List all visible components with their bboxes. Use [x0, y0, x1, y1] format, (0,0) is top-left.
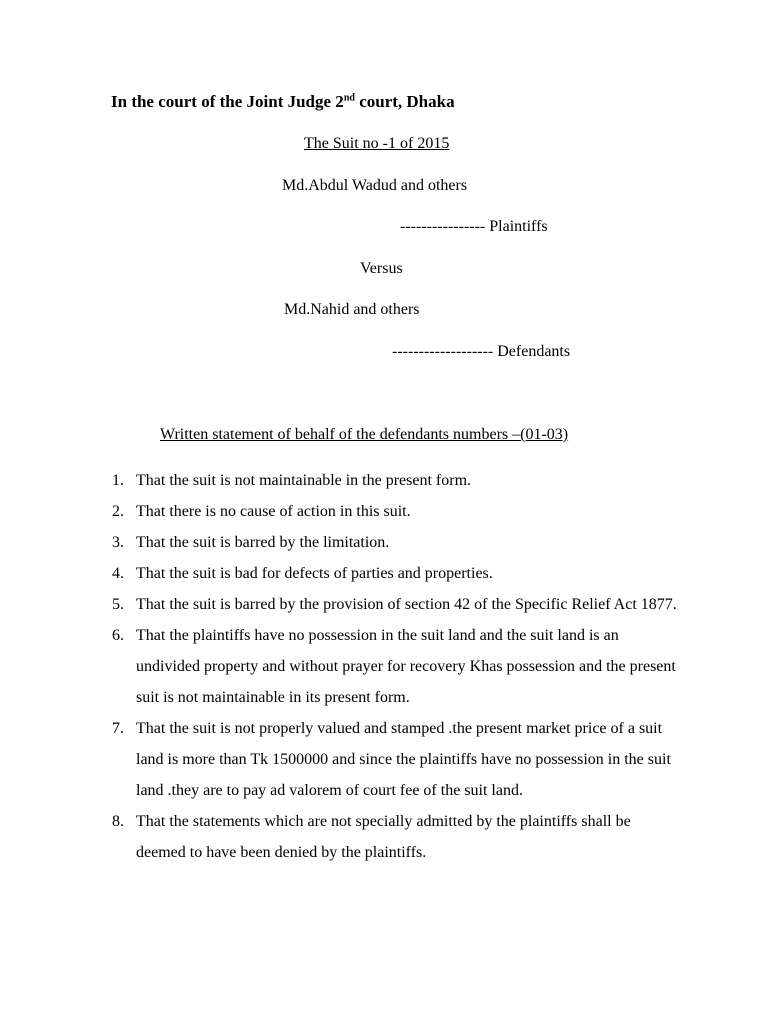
- list-item: [112, 465, 682, 496]
- item-text: That there is no cause of action in this suit.: [136, 503, 411, 520]
- plaintiff-role: ---------------- Plaintiffs: [400, 218, 548, 235]
- defendant-role: ------------------- Defendants: [392, 343, 571, 360]
- defendant-name: Md.Nahid and others: [284, 301, 420, 318]
- versus-label: Versus: [360, 260, 403, 277]
- item-number: 7.: [112, 720, 124, 737]
- list-item: [112, 713, 682, 806]
- court-title-ordinal: nd: [343, 92, 355, 104]
- item-number: 4.: [112, 565, 124, 582]
- item-text: That the suit is not properly valued and stamped .the present market price of a suit land is more than Tk 1500000 and since the plaintiffs have no possession in the suit land .they are to pay ad valorem of court fee of the suit land.: [136, 720, 671, 799]
- court-title-prefix: In the court of the Joint Judge 2: [111, 92, 344, 111]
- item-number: 1.: [112, 472, 124, 489]
- item-number: 8.: [112, 813, 124, 830]
- written-statement-heading: Written statement of behalf of the defendants numbers –(01-03): [160, 426, 569, 443]
- list-item: [112, 496, 682, 527]
- item-text: That the statements which are not specially admitted by the plaintiffs shall be deemed to have been denied by the plaintiffs.: [136, 813, 631, 861]
- plaintiff-name: Md.Abdul Wadud and others: [282, 177, 468, 194]
- item-text: That the suit is barred by the provision of section 42 of the Specific Relief Act 1877.: [136, 596, 677, 613]
- item-text: That the suit is barred by the limitation.: [136, 534, 390, 551]
- item-number: 5.: [112, 596, 124, 613]
- item-number: 2.: [112, 503, 124, 520]
- item-text: That the plaintiffs have no possession in the suit land and the suit land is an undivided property and without prayer for recovery Khas possession and the present suit is not maintainable in its present form.: [136, 627, 676, 706]
- list-item: [112, 527, 682, 558]
- court-title: [111, 92, 455, 112]
- court-title-suffix: court, Dhaka: [354, 92, 455, 111]
- item-number: 3.: [112, 534, 124, 551]
- item-text: That the suit is bad for defects of parties and properties.: [136, 565, 493, 582]
- list-item: [112, 589, 682, 620]
- suit-number: The Suit no -1 of 2015: [304, 135, 450, 152]
- item-text: That the suit is not maintainable in the present form.: [136, 472, 472, 489]
- list-item: [112, 558, 682, 589]
- list-item: [112, 620, 682, 713]
- list-item: [112, 806, 682, 868]
- item-number: 6.: [112, 627, 124, 644]
- statement-list: [112, 465, 682, 868]
